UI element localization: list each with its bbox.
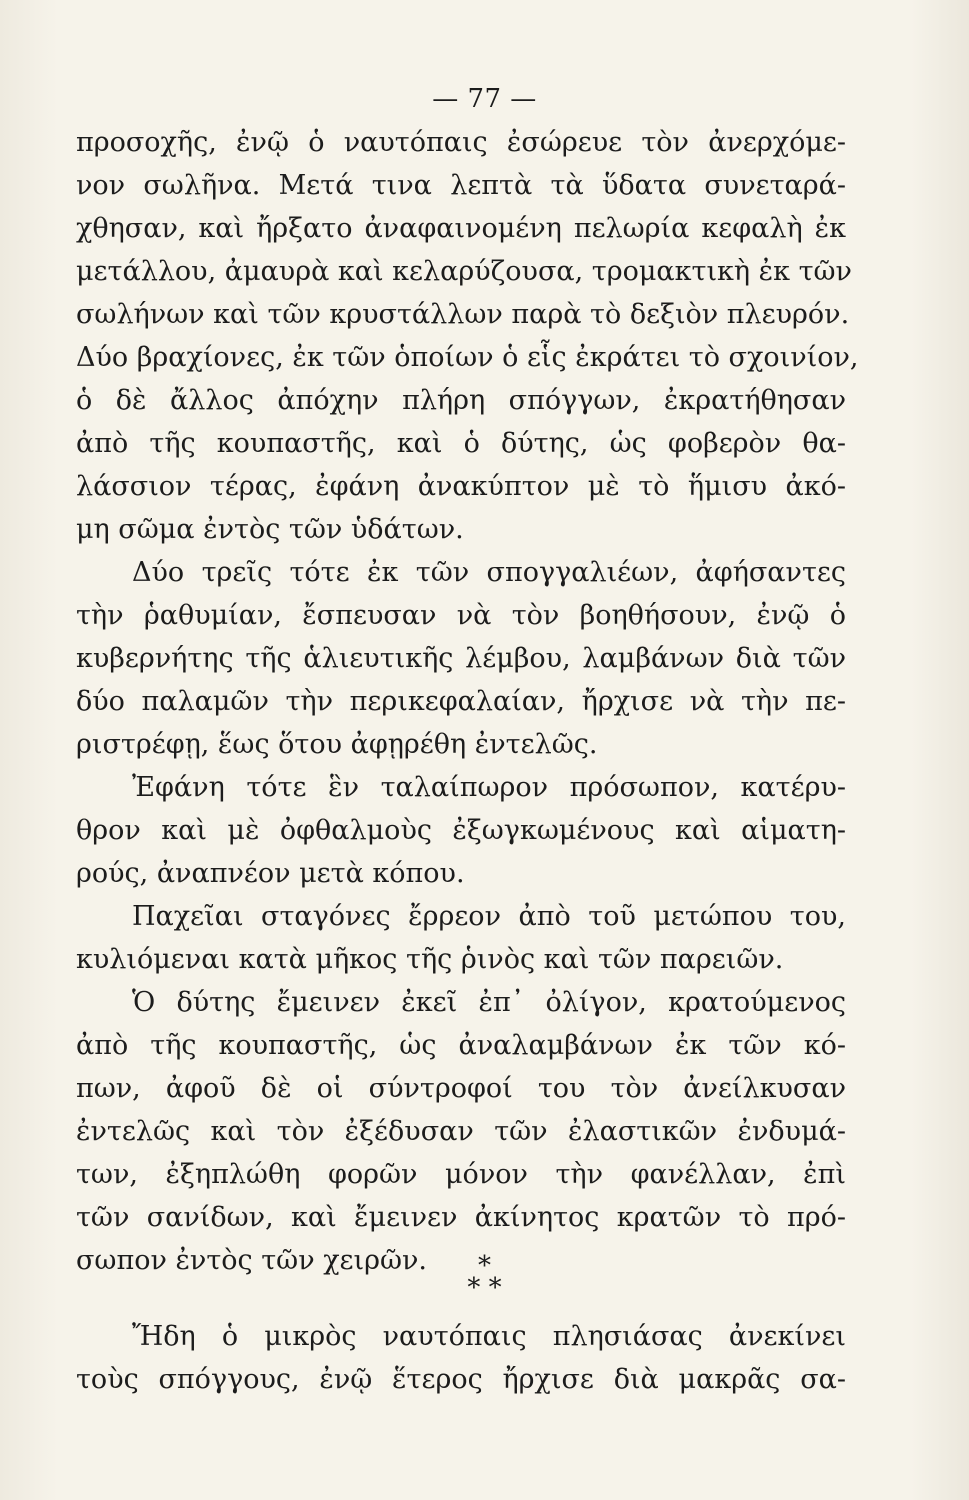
text-line: ριστρέφῃ, ἕως ὅτου ἀφῃρέθη ἐντελῶς. bbox=[76, 729, 598, 760]
page-number: — 77 — bbox=[432, 84, 537, 114]
text-line: Δύο βραχίονες, ἐκ τῶν ὁποίων ὁ εἷς ἐκράτει τὸ σχοινίον, bbox=[76, 342, 859, 373]
text-line: σωπον ἐντὸς τῶν χειρῶν. bbox=[76, 1245, 428, 1276]
text-line: μη σῶμα ἐντὸς τῶν ὑδάτων. bbox=[76, 514, 464, 545]
text-line: προσοχῆς, ἐνῷ ὁ ναυτόπαις ἐσώρευε τὸν ἀνερχόμε- bbox=[76, 127, 846, 158]
text-line: ρούς, ἀναπνέον μετὰ κόπου. bbox=[76, 858, 465, 889]
text-line: τοὺς σπόγγους, ἐνῷ ἕτερος ἤρχισε διὰ μακρᾶς σα- bbox=[76, 1364, 846, 1395]
text-line: τῶν σανίδων, καὶ ἔμεινεν ἀκίνητος κρατῶν τὸ πρό- bbox=[76, 1202, 846, 1233]
text-line: δύο παλαμῶν τὴν περικεφαλαίαν, ἤρχισε νὰ τὴν πε- bbox=[76, 686, 846, 717]
text-line: τὴν ῥαθυμίαν, ἔσπευσαν νὰ τὸν βοηθήσουν, ἐνῷ ὁ bbox=[76, 600, 846, 631]
text-line: κυλιόμεναι κατὰ μῆκος τῆς ῥινὸς καὶ τῶν παρειῶν. bbox=[76, 944, 784, 975]
text-line: ἀπὸ τῆς κουπαστῆς, καὶ ὁ δύτης, ὡς φοβερὸν θα- bbox=[76, 428, 846, 459]
text-line: Ἤδη ὁ μικρὸς ναυτόπαις πλησιάσας ἀνεκίνει bbox=[132, 1321, 846, 1352]
text-line: σωλήνων καὶ τῶν κρυστάλλων παρὰ τὸ δεξιὸν πλευρόν. bbox=[76, 299, 850, 330]
text-line: Δύο τρεῖς τότε ἐκ τῶν σπογγαλιέων, ἀφήσαντες bbox=[132, 557, 846, 588]
continued-text-block bbox=[76, 1315, 846, 1401]
text-line: μετάλλου, ἀμαυρὰ καὶ κελαρύζουσα, τρομακτικὴ ἐκ τῶν bbox=[76, 256, 852, 287]
text-line: κυβερνήτης τῆς ἁλιευτικῆς λέμβου, λαμβάνων διὰ τῶν bbox=[76, 643, 846, 674]
text-line: ἀπὸ τῆς κουπαστῆς, ὡς ἀναλαμβάνων ἐκ τῶν κό- bbox=[76, 1030, 846, 1061]
text-line: των, ἐξηπλώθη φορῶν μόνον τὴν φανέλλαν, ἐπὶ bbox=[76, 1159, 846, 1190]
text-line: ὁ δὲ ἄλλος ἀπόχην πλήρη σπόγγων, ἐκρατήθησαν bbox=[76, 385, 846, 416]
main-text-block bbox=[76, 121, 859, 1282]
text-line: νον σωλῆνα. Μετά τινα λεπτὰ τὰ ὕδατα συνεταρά- bbox=[76, 170, 846, 201]
text-line: θρον καὶ μὲ ὀφθαλμοὺς ἐξωγκωμένους καὶ αἱματη- bbox=[76, 815, 846, 846]
text-line: ἐντελῶς καὶ τὸν ἐξέδυσαν τῶν ἐλαστικῶν ἐνδυμά- bbox=[76, 1116, 846, 1147]
text-line: Ἐφάνη τότε ἓν ταλαίπωρον πρόσωπον, κατέρυ- bbox=[132, 772, 846, 803]
asterism-top: * bbox=[478, 1251, 491, 1281]
section-asterism bbox=[0, 1251, 969, 1303]
asterism-bottom: * * bbox=[467, 1273, 502, 1303]
text-line: Ὁ δύτης ἔμεινεν ἐκεῖ ἐπ᾽ ὀλίγον, κρατούμενος bbox=[132, 987, 846, 1018]
text-line: χθησαν, καὶ ἤρξατο ἀναφαινομένη πελωρία κεφαλὴ ἐκ bbox=[76, 213, 846, 244]
text-line: πων, ἀφοῦ δὲ οἱ σύντροφοί του τὸν ἀνείλκυσαν bbox=[76, 1073, 846, 1104]
text-line: Παχεῖαι σταγόνες ἔρρεον ἀπὸ τοῦ μετώπου του, bbox=[132, 901, 846, 932]
text-line: λάσσιον τέρας, ἐφάνη ἀνακύπτον μὲ τὸ ἥμισυ ἀκό- bbox=[76, 471, 846, 502]
